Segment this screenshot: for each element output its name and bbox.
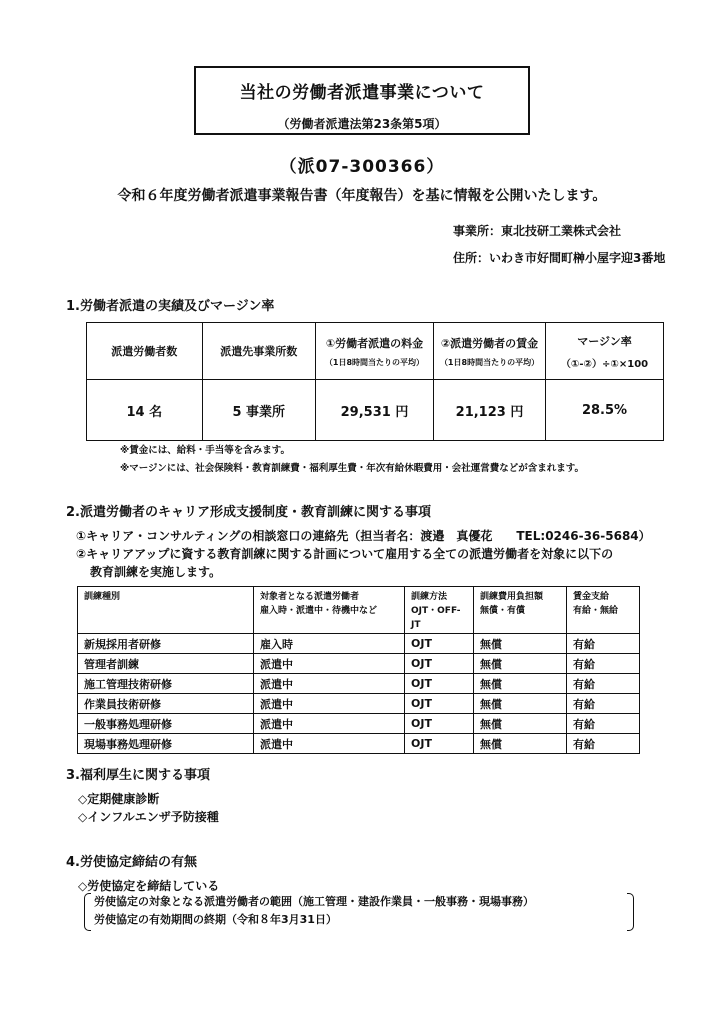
- header-cell: 対象者となる派遣労働者 雇入時・派遣中・待機中など: [254, 587, 405, 634]
- header-cell: ①労働者派遣の料金 （1日8時間当たりの平均）: [316, 323, 434, 380]
- agreement-scope: 労使協定の対象となる派遣労働者の範囲（施工管理・建設作業員・一般事務・現場事務）: [94, 895, 534, 908]
- bracket-left: [84, 893, 91, 931]
- consult-contact: ①キャリア・コンサルティングの相談窓口の連絡先（担当者名：渡邉 真優花 TEL:0246-36-5684）: [76, 529, 651, 543]
- header-cell: 訓練方法 OJT・OFF-JT: [405, 587, 474, 634]
- header-cell: 賃金支給 有給・無給: [567, 587, 640, 634]
- permit-number: （派07-300366）: [279, 157, 445, 177]
- table-row: 管理者訓練 派遣中 OJT 無償 有給: [78, 654, 640, 674]
- note-wages: ※賃金には、給料・手当等を含みます。: [120, 445, 290, 456]
- header-cell: マージン率 （①-②）÷①×100: [546, 323, 664, 380]
- welfare-item: ◇インフルエンザ予防接種: [78, 810, 219, 824]
- agreement-term: 労使協定の有効期間の終期（令和８年3月31日）: [94, 913, 337, 926]
- page-title: 当社の労働者派遣事業について: [239, 83, 485, 103]
- title-box: [194, 66, 530, 135]
- header-cell: 派遣労働者数: [87, 323, 203, 380]
- office-name: 事業所：東北技研工業株式会社: [453, 224, 622, 238]
- section3-heading: 3.福利厚生に関する事項: [66, 768, 210, 783]
- section1-heading: 1.労働者派遣の実績及びマージン率: [66, 299, 275, 314]
- intro-text: 令和６年度労働者派遣事業報告書（年度報告）を基に情報を公開いたします。: [117, 188, 607, 204]
- value-cell: 5 事業所: [202, 380, 315, 441]
- training-table: [77, 586, 640, 754]
- table-row: 作業員技術研修 派遣中 OJT 無償 有給: [78, 694, 640, 714]
- bracket-right: [627, 893, 634, 931]
- agreement-status: ◇労使協定を締結している: [78, 879, 220, 893]
- table-row: 施工管理技術研修 派遣中 OJT 無償 有給: [78, 674, 640, 694]
- value-cell: 21,123 円: [433, 380, 545, 441]
- page-subtitle: （労働者派遣法第23条第5項）: [277, 117, 447, 131]
- header-cell: 訓練種別: [78, 587, 254, 634]
- section2-heading: 2.派遣労働者のキャリア形成支援制度・教育訓練に関する事項: [66, 505, 431, 520]
- office-address: 住所：いわき市好間町榊小屋字迎3番地: [453, 251, 666, 265]
- header-cell: 訓練費用負担額 無償・有償: [474, 587, 567, 634]
- table-row: 一般事務処理研修 派遣中 OJT 無償 有給: [78, 714, 640, 734]
- value-cell: 14 名: [87, 380, 203, 441]
- header-cell: ②派遣労働者の賃金 （1日8時間当たりの平均）: [433, 323, 545, 380]
- training-plan-line2: 教育訓練を実施します。: [90, 565, 222, 579]
- training-plan-line1: ②キャリアアップに資する教育訓練に関する計画について雇用する全ての派遣労働者を対象に以下の: [76, 547, 614, 561]
- table-row: 新規採用者研修 雇入時 OJT 無償 有給: [78, 634, 640, 654]
- value-cell: 29,531 円: [316, 380, 434, 441]
- value-cell: 28.5%: [546, 380, 664, 441]
- table-row: 現場事務処理研修 派遣中 OJT 無償 有給: [78, 734, 640, 754]
- header-cell: 派遣先事業所数: [202, 323, 315, 380]
- section4-heading: 4.労使協定締結の有無: [66, 855, 197, 870]
- margin-table: [86, 322, 664, 441]
- note-margin: ※マージンには、社会保険料・教育訓練費・福利厚生費・年次有給休暇費用・会社運営費などが含まれます。: [120, 463, 585, 474]
- welfare-item: ◇定期健康診断: [78, 792, 160, 806]
